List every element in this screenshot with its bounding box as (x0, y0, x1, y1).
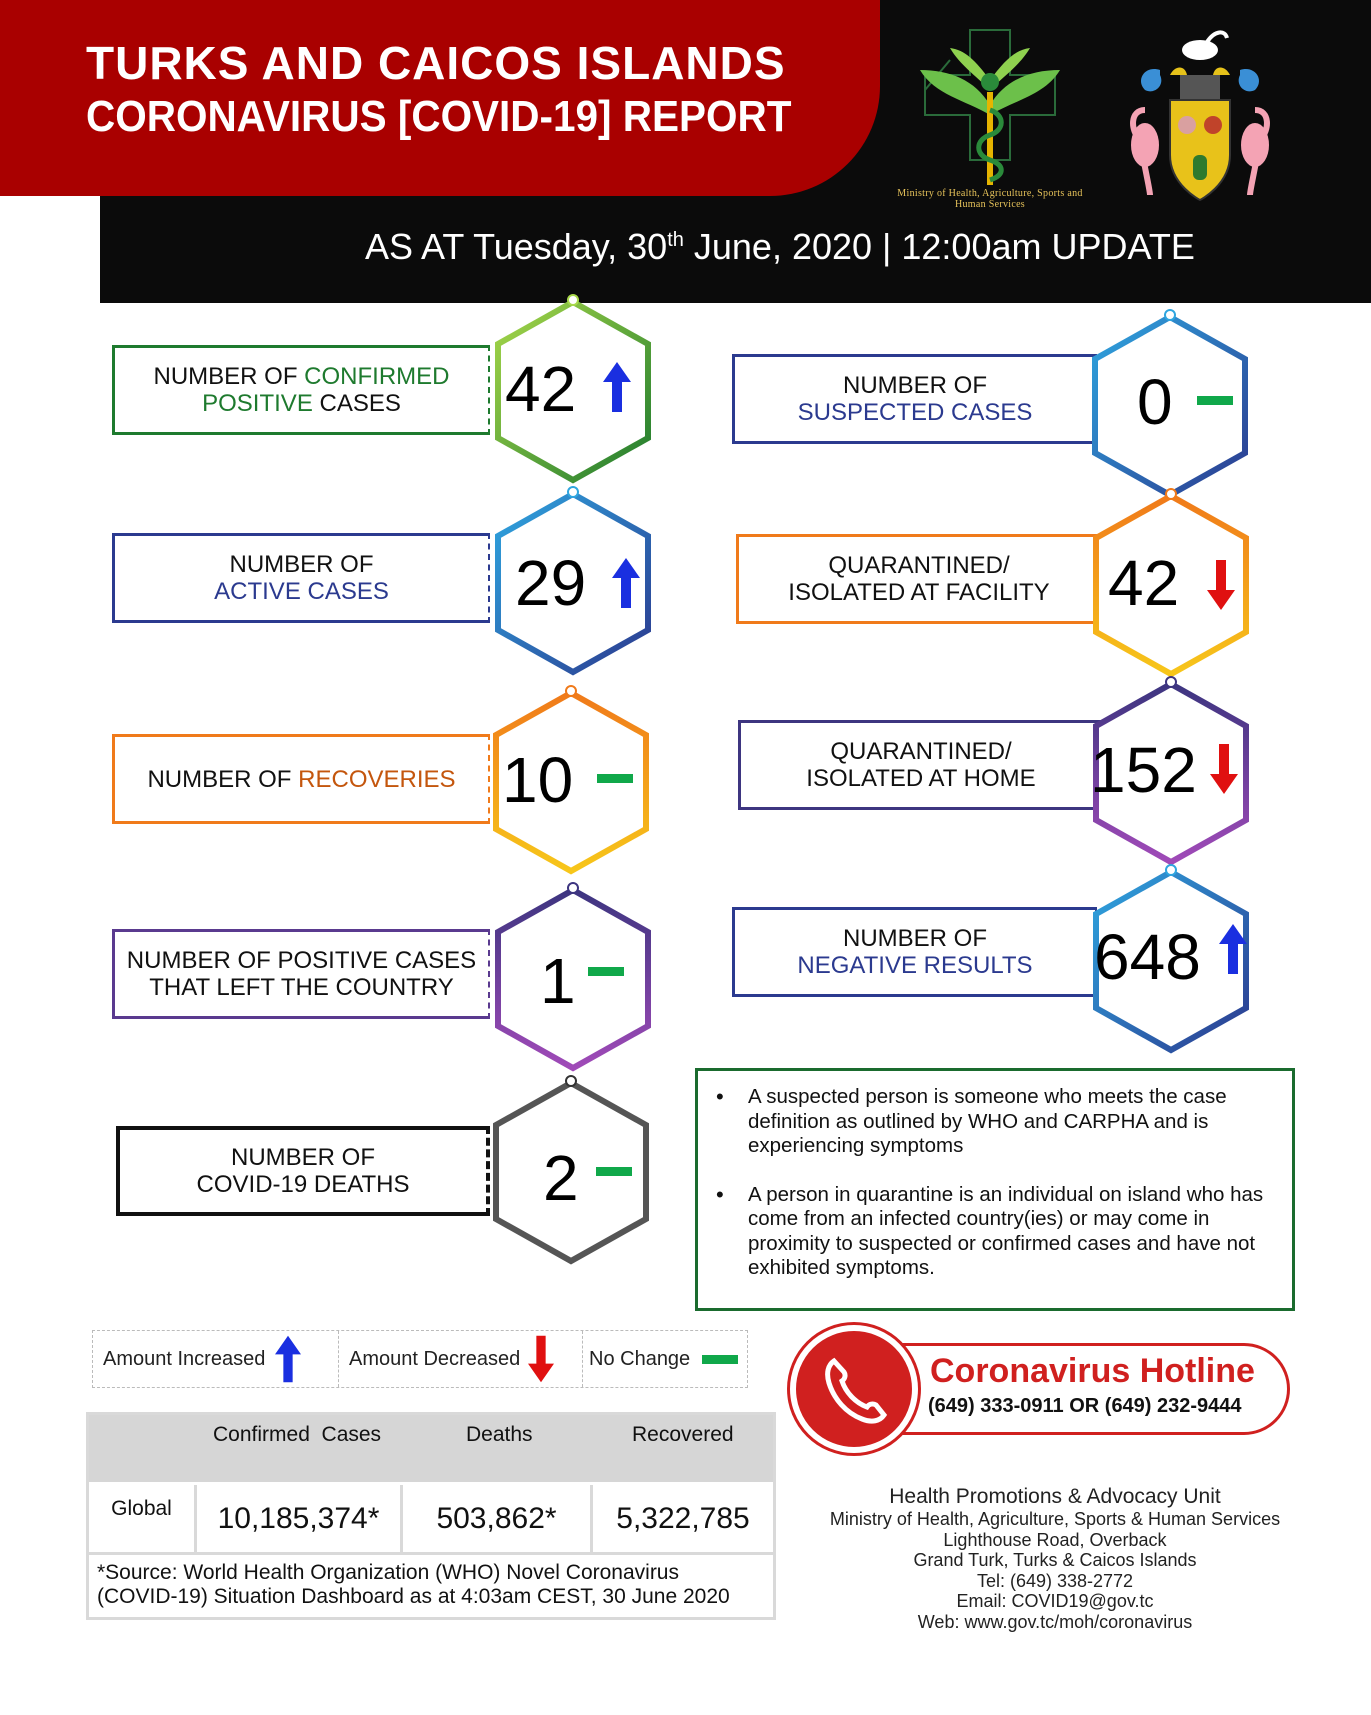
legend (92, 1330, 748, 1388)
home-count: 152 (1090, 734, 1197, 806)
increase-arrow-icon (603, 362, 631, 412)
left-country-count: 1 (540, 945, 576, 1017)
legend-label: No Change (589, 1347, 691, 1370)
web-link[interactable]: Web: www.gov.tc/moh/coronavirus (917, 1611, 1193, 1632)
stat-label-box: NUMBER OF POSITIVE CASES THAT LEFT THE COUNTRY (112, 929, 490, 1019)
hotline-numbers[interactable]: (649) 333-0911 OR (649) 232-9444 (928, 1395, 1242, 1417)
no-change-icon (596, 1167, 632, 1176)
stat-label-box: NUMBER OF SUSPECTED CASES (732, 354, 1097, 444)
suspected-count: 0 (1137, 366, 1173, 438)
increase-arrow-icon (612, 558, 640, 608)
ministry-logo-caption: Ministry of Health, Agriculture, Sports and Human Services (897, 188, 1083, 210)
email-link[interactable]: Email: COVID19@gov.tc (956, 1591, 1154, 1611)
stat-label-box: QUARANTINED/ ISOLATED AT FACILITY (736, 534, 1101, 624)
stat-label-box: QUARANTINED/ ISOLATED AT HOME (738, 720, 1103, 810)
negative-count: 648 (1094, 921, 1201, 993)
coat-of-arms-icon (1115, 20, 1285, 210)
hotline-title: Coronavirus Hotline (930, 1352, 1255, 1390)
table-row (89, 1482, 773, 1552)
stat-label-box: NUMBER OF CONFIRMED POSITIVE CASES (112, 345, 490, 435)
global-confirmed: 10,185,374* (197, 1485, 403, 1552)
no-change-icon (597, 774, 633, 783)
legend-label: Amount Decreased (349, 1347, 521, 1370)
address-line: Grand Turk, Turks & Caicos Islands (913, 1550, 1197, 1570)
hotline-banner (790, 1325, 1295, 1455)
deaths-count: 2 (543, 1142, 579, 1214)
global-stats-table (86, 1412, 776, 1620)
contact-address (790, 1485, 1320, 1632)
no-change-icon (702, 1355, 738, 1364)
no-change-icon (1197, 396, 1233, 405)
table-header-row (89, 1415, 773, 1482)
page-subtitle: CORONAVIRUS [COVID-19] REPORT (86, 92, 792, 141)
stat-label-box: NUMBER OF NEGATIVE RESULTS (732, 907, 1097, 997)
legend-no-change (583, 1331, 747, 1387)
recoveries-count: 10 (502, 744, 574, 816)
stat-label-box: NUMBER OF COVID-19 DEATHS (116, 1126, 490, 1216)
row-label: Global (89, 1485, 197, 1552)
decrease-arrow-icon (1210, 744, 1238, 794)
definition-suspected: • A suspected person is someone who meets the case definition as outlined by WHO and CARPHA and is experiencing symptoms (710, 1085, 1276, 1159)
page-title: TURKS AND CAICOS ISLANDS (86, 37, 786, 89)
update-date: AS AT Tuesday, 30th June, 2020 | 12:00am UPDATE (365, 226, 1195, 267)
no-change-icon (588, 967, 624, 976)
increase-arrow-icon (275, 1335, 301, 1383)
legend-label: Amount Increased (103, 1347, 266, 1370)
increase-arrow-icon (1219, 924, 1247, 974)
address-line: Lighthouse Road, Overback (943, 1529, 1167, 1550)
ministry-of-health-logo (905, 20, 1075, 200)
header-confirmed: Confirmed Cases (213, 1423, 382, 1446)
legend-increased (93, 1331, 339, 1387)
global-deaths: 503,862* (403, 1485, 593, 1552)
global-recovered: 5,322,785 (616, 1501, 750, 1535)
table-source-note: *Source: World Health Organization (WHO) Novel Coronavirus (COVID-19) Situation Dashboard as at 4:03am CEST, 30 June 2020 (89, 1552, 773, 1617)
decrease-arrow-icon (1207, 560, 1235, 610)
definitions-box (695, 1068, 1295, 1311)
decrease-arrow-icon (528, 1335, 554, 1383)
facility-count: 42 (1108, 547, 1180, 619)
header-recovered: Recovered (632, 1423, 734, 1446)
header-deaths: Deaths (466, 1423, 533, 1446)
hotline-phone-badge (790, 1325, 918, 1453)
definition-quarantine: • A person in quarantine is an individual on island who has come from an infected country(ies) or may come in proximity to suspected or confirmed cases and have not exhibited symptoms. (710, 1183, 1276, 1281)
phone-icon (796, 1331, 912, 1447)
active-count: 29 (515, 547, 587, 619)
unit-name: Health Promotions & Advocacy Unit (889, 1485, 1221, 1508)
phone-line[interactable]: Tel: (649) 338-2772 (976, 1570, 1134, 1591)
stat-label-box: NUMBER OF ACTIVE CASES (112, 533, 490, 623)
legend-decreased (339, 1331, 583, 1387)
confirmed-count: 42 (505, 353, 577, 425)
stat-label-box: NUMBER OF RECOVERIES (112, 734, 490, 824)
address-line: Ministry of Health, Agriculture, Sports & Human Services (829, 1509, 1281, 1529)
